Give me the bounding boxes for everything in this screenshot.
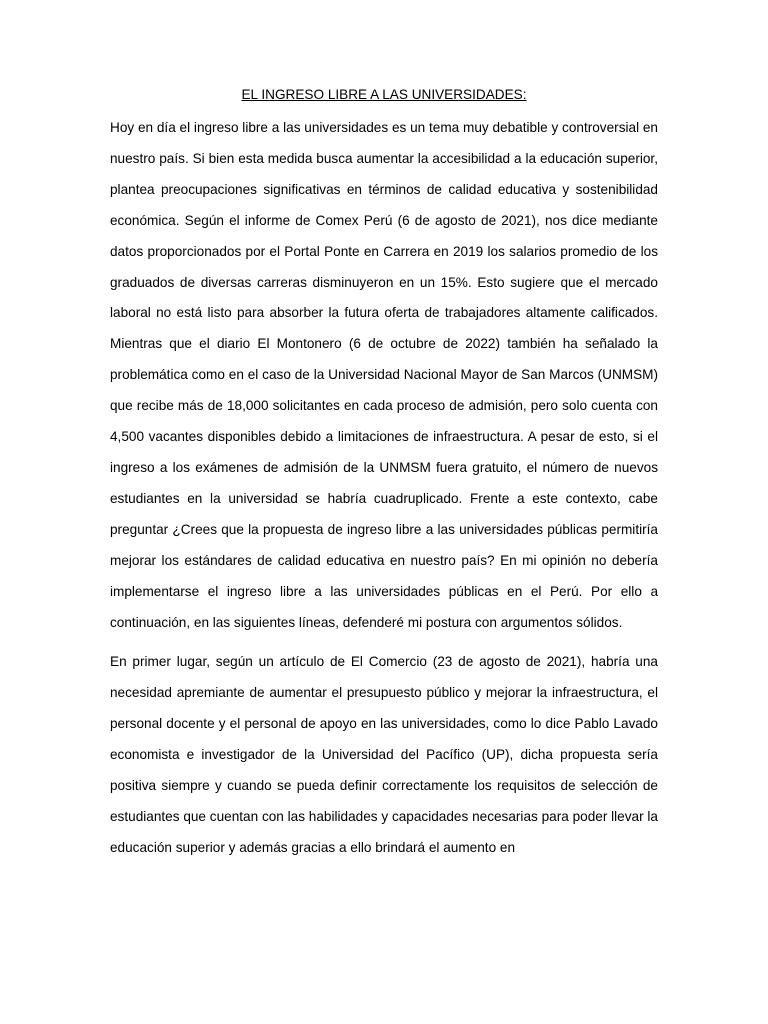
- paragraph-first-argument: En primer lugar, según un artículo de El Comercio (23 de agosto de 2021), habría una necesidad apremiante de aumentar el presupuesto público y mejorar la infraestructura, el personal docente y el personal de apoyo en las universidades, como lo dice Pablo Lavado economista e investigador de la Universidad del Pacífico (UP), dicha propuesta sería positiva siempre y cuando se pueda definir correctamente los requisitos de selección de estudiantes que cuentan con las habilidades y capacidades necesarias para poder llevar la educación superior y además gracias a ello brindará el aumento en: [110, 654, 658, 855]
- document-page: [110, 84, 658, 873]
- paragraph-introduction: Hoy en día el ingreso libre a las universidades es un tema muy debatible y controversial en nuestro país. Si bien esta medida busca aumentar la accesibilidad a la educación superior, plantea preocupaciones significativas en términos de calidad educativa y sostenibilidad económica. Según el informe de Comex Perú (6 de agosto de 2021), nos dice mediante datos proporcionados por el Portal Ponte en Carrera en 2019 los salarios promedio de los graduados de diversas carreras disminuyeron en un 15%. Esto sugiere que el mercado laboral no está listo para absorber la futura oferta de trabajadores altamente calificados. Mientras que el diario El Montonero (6 de octubre de 2022) también ha señalado la problemática como en el caso de la Universidad Nacional Mayor de San Marcos (UNMSM) que recibe más de 18,000 solicitantes en cada proceso de admisión, pero solo cuenta con 4,500 vacantes disponibles debido a limitaciones de infraestructura. A pesar de esto, si el ingreso a los exámenes de admisión de la UNMSM fuera gratuito, el número de nuevos estudiantes en la universidad se habría cuadruplicado. Frente a este contexto, cabe preguntar ¿Crees que la propuesta de ingreso libre a las universidades públicas permitiría mejorar los estándares de calidad educativa en nuestro país? En mi opinión no debería implementarse el ingreso libre a las universidades públicas en el Perú. Por ello a continuación, en las siguientes líneas, defenderé mi postura con argumentos sólidos.: [110, 120, 658, 630]
- document-title: EL INGRESO LIBRE A LAS UNIVERSIDADES:: [241, 87, 527, 102]
